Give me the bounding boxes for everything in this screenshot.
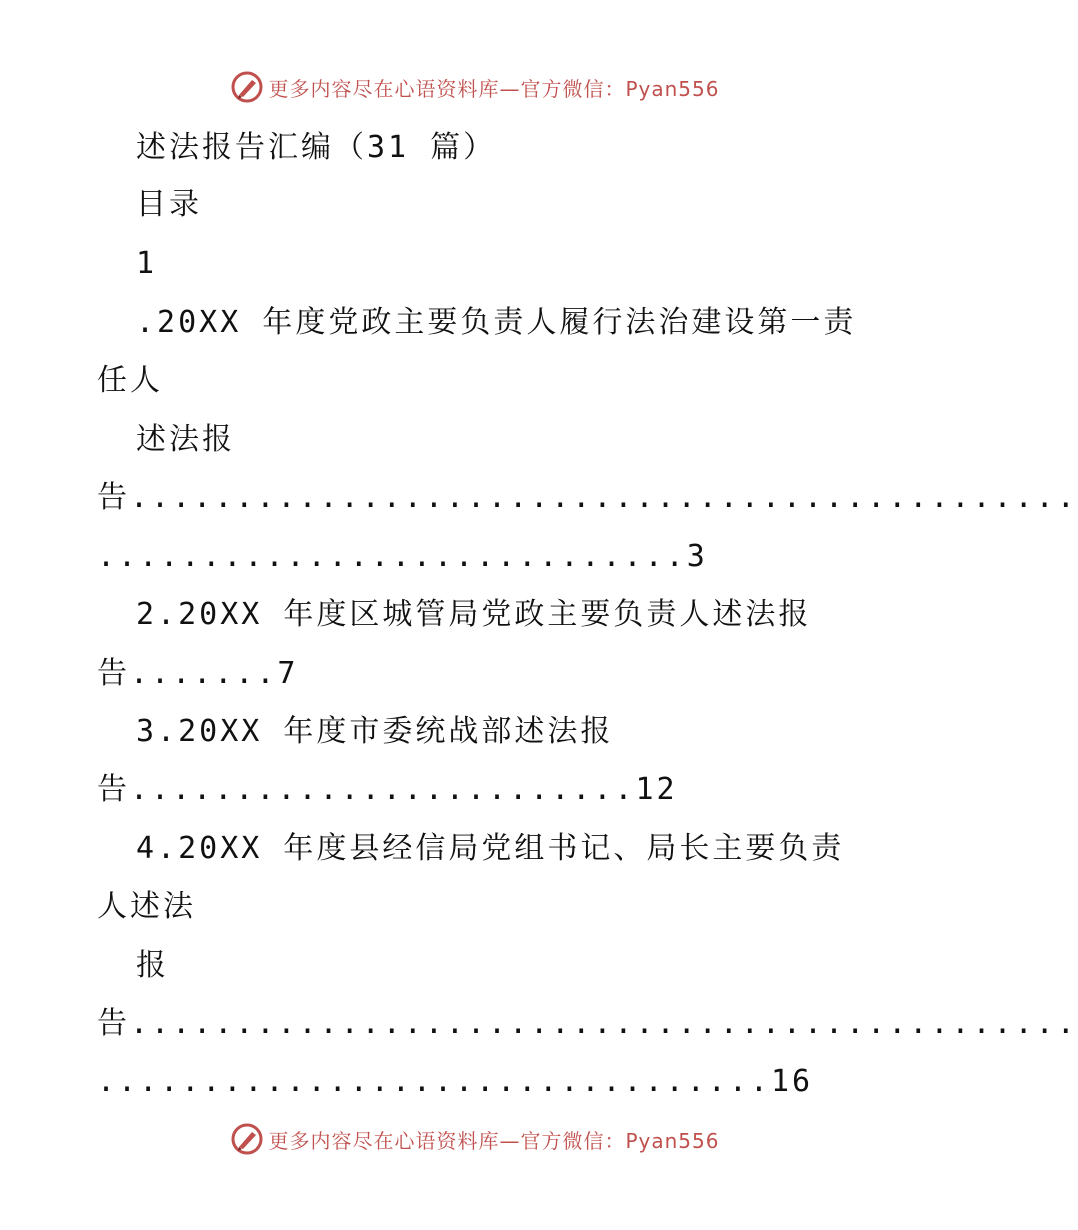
toc-line: ................................16 <box>97 1064 814 1099</box>
toc-line: 1 <box>136 246 158 281</box>
toc-line: 4.20XX 年度县经信局党组书记、局长主要负责 <box>136 831 845 866</box>
toc-line: 告........................12 <box>97 772 678 807</box>
toc-line: 述法报 <box>136 422 235 457</box>
toc-line: 2.20XX 年度区城管局党政主要负责人述法报 <box>136 597 812 632</box>
toc-line: 告............................................. <box>97 1006 1078 1041</box>
toc-line: 报 <box>136 948 169 983</box>
toc-line: 任人 <box>97 363 163 398</box>
toc-line: ............................3 <box>97 539 708 574</box>
footer-watermark <box>0 1122 950 1156</box>
toc-line: 3.20XX 年度市委统战部述法报 <box>136 714 614 749</box>
watermark-text: 更多内容尽在心语资料库—官方微信：Pyan556 <box>268 1128 720 1153</box>
toc-line: 告.......7 <box>97 656 299 691</box>
pen-logo-icon <box>230 1122 264 1156</box>
doc-title: 述法报告汇编（31 篇） <box>136 130 497 165</box>
watermark-text: 更多内容尽在心语资料库—官方微信：Pyan556 <box>268 76 720 101</box>
toc-line: 告............................................. <box>97 480 1078 515</box>
toc-line: .20XX 年度党政主要负责人履行法治建设第一责 <box>136 305 857 340</box>
toc-heading: 目录 <box>136 187 202 222</box>
toc-line: 人述法 <box>97 889 196 924</box>
